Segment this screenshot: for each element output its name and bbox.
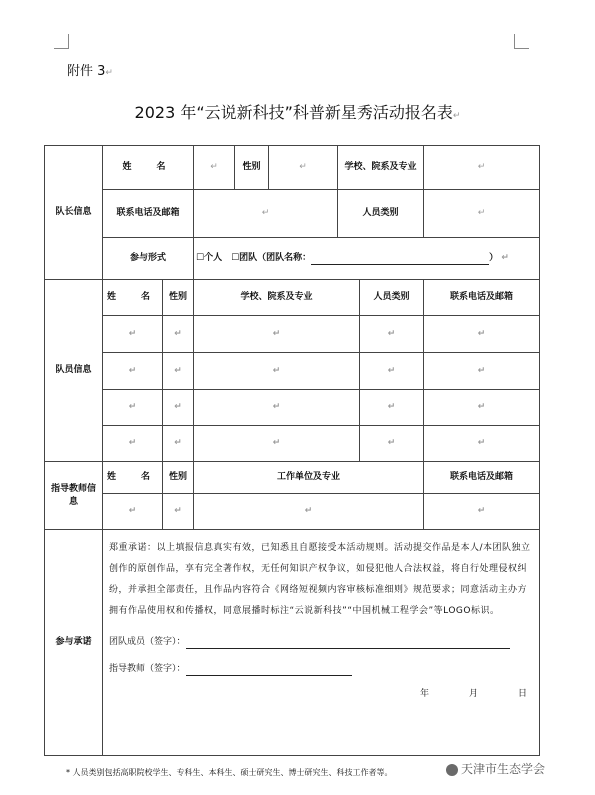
leader-name-field[interactable]: ↵ [194, 146, 235, 190]
member-row [45, 390, 540, 426]
team-name-line[interactable] [311, 254, 489, 265]
participation-label: 参与形式 [103, 238, 194, 280]
member-header-category: 人员类别 [360, 280, 424, 316]
date-line[interactable]: 年 月 日 [420, 689, 528, 699]
advisor-signature[interactable]: 指导教师（签字）： [109, 663, 533, 676]
member-category-field[interactable]: ↵ [360, 390, 424, 426]
leader-category-label: 人员类别 [338, 190, 424, 238]
member-gender-field[interactable]: ↵ [163, 390, 194, 426]
member-contact-field[interactable]: ↵ [424, 353, 540, 390]
leader-contact-field[interactable]: ↵ [194, 190, 338, 238]
leader-school-field[interactable]: ↵ [424, 146, 540, 190]
member-header-name: 姓 名 [103, 280, 163, 316]
member-name-field[interactable]: ↵ [103, 316, 163, 353]
footnote: * 人员类别包括高职院校学生、专科生、本科生、硕士研究生、博士研究生、科技工作者等。 [66, 768, 393, 777]
registration-table [44, 145, 540, 756]
commitment-text: 郑重承诺：以上填报信息真实有效，已知悉且自愿接受本活动规则。活动提交作品是本人/本团队独立创作的原创作品，享有完全著作权，无任何知识产权争议，如侵犯他人合法权益，将自行处理侵权纠纷，并承担全部责任，且作品内容符合《网络短视频内容审核标准细则》规范要求；同意活动主办方拥有作品使用权和传播权，同意展播时标注“云说新科技”“中国机械工程学会”等LOGO标识。 [109, 543, 531, 616]
advisor-name-field[interactable]: ↵ [103, 494, 163, 530]
member-category-field[interactable]: ↵ [360, 316, 424, 353]
advisor-header-contact: 联系电话及邮箱 [424, 462, 540, 494]
member-school-field[interactable]: ↵ [194, 390, 360, 426]
member-school-field[interactable]: ↵ [194, 316, 360, 353]
member-school-field[interactable]: ↵ [194, 426, 360, 462]
leader-school-label: 学校、院系及专业 [338, 146, 424, 190]
member-name-field[interactable]: ↵ [103, 353, 163, 390]
member-gender-field[interactable]: ↵ [163, 353, 194, 390]
leader-gender-label: 性别 [235, 146, 269, 190]
advisor-section-label: 指导教师信息 [45, 462, 103, 530]
member-header-school: 学校、院系及专业 [194, 280, 360, 316]
member-row [45, 353, 540, 390]
member-gender-field[interactable]: ↵ [163, 316, 194, 353]
advisor-workplace-field[interactable]: ↵ [194, 494, 424, 530]
team-signature[interactable]: 团队成员（签字）： [109, 636, 533, 649]
advisor-gender-field[interactable]: ↵ [163, 494, 194, 530]
advisor-contact-field[interactable]: ↵ [424, 494, 540, 530]
member-row [45, 316, 540, 353]
attachment-label: 附件 3↵ [67, 64, 113, 79]
commitment-box [103, 530, 540, 756]
leader-contact-label: 联系电话及邮箱 [103, 190, 194, 238]
members-section-label: 队员信息 [45, 280, 103, 462]
member-name-field[interactable]: ↵ [103, 390, 163, 426]
participation-options[interactable]: ☐个人 ☐团队（团队名称： ） ↵ [194, 238, 540, 280]
leader-section-label: 队长信息 [45, 146, 103, 280]
wechat-logo-icon [446, 764, 458, 776]
leader-name-label: 姓 名 [103, 146, 194, 190]
advisor-header-gender: 性别 [163, 462, 194, 494]
member-name-field[interactable]: ↵ [103, 426, 163, 462]
advisor-row [45, 494, 540, 530]
member-gender-field[interactable]: ↵ [163, 426, 194, 462]
member-contact-field[interactable]: ↵ [424, 316, 540, 353]
member-contact-field[interactable]: ↵ [424, 426, 540, 462]
leader-gender-field[interactable]: ↵ [269, 146, 338, 190]
member-school-field[interactable]: ↵ [194, 353, 360, 390]
member-header-gender: 性别 [163, 280, 194, 316]
form-title: 2023 年“云说新科技”科普新星秀活动报名表↵ [134, 103, 461, 122]
member-category-field[interactable]: ↵ [360, 426, 424, 462]
member-header-contact: 联系电话及邮箱 [424, 280, 540, 316]
advisor-header-name: 姓 名 [103, 462, 163, 494]
crop-mark-top-right [514, 34, 529, 49]
member-row [45, 426, 540, 462]
commitment-section-label: 参与承诺 [45, 530, 103, 756]
crop-mark-top-left [54, 34, 69, 49]
member-category-field[interactable]: ↵ [360, 353, 424, 390]
member-contact-field[interactable]: ↵ [424, 390, 540, 426]
leader-category-field[interactable]: ↵ [424, 190, 540, 238]
watermark: 天津市生态学会 [446, 760, 545, 777]
advisor-header-workplace: 工作单位及专业 [194, 462, 424, 494]
